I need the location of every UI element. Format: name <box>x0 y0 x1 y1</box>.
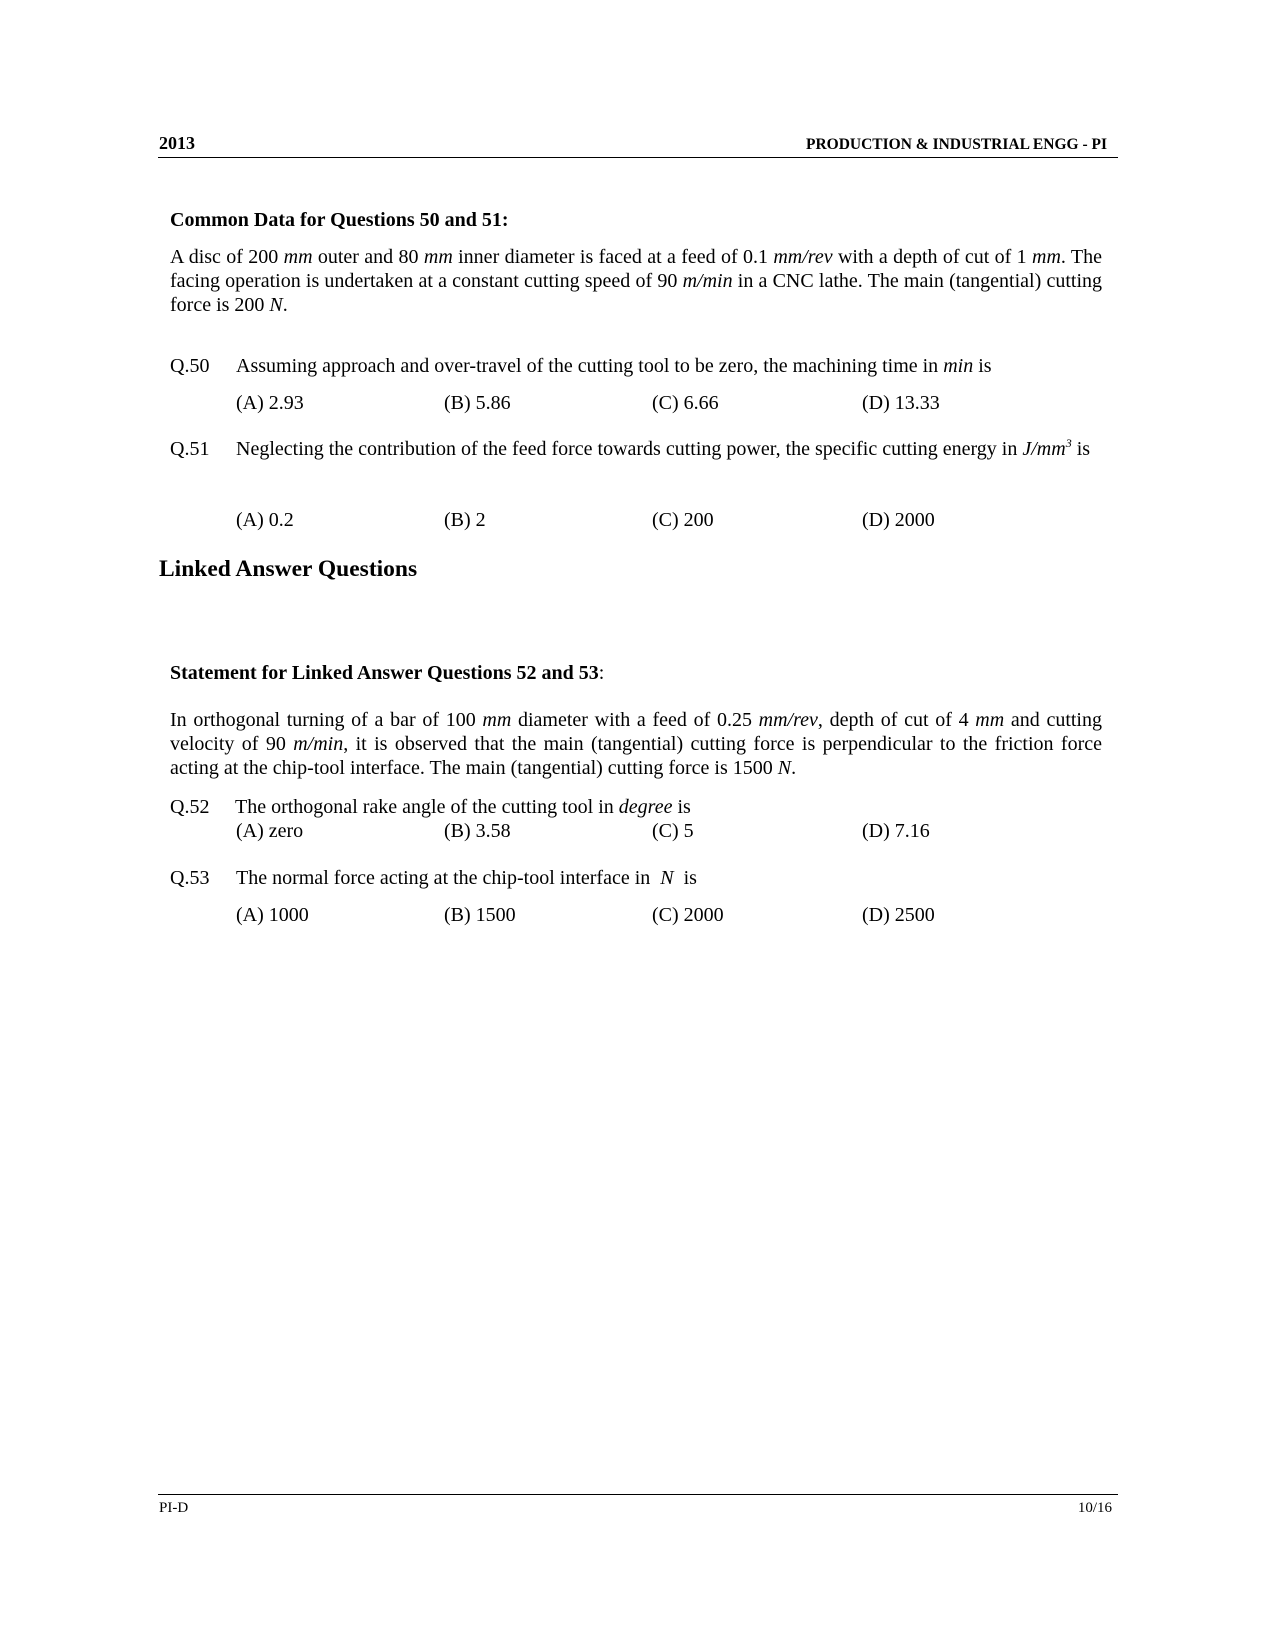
question-text: Assuming approach and over-travel of the cutting tool to be zero, the machining time in min is <box>236 355 992 377</box>
option-d: (D) 7.16 <box>862 820 930 842</box>
common-data-text: A disc of 200 mm outer and 80 mm inner diameter is faced at a feed of 0.1 mm/rev with a depth of cut of 1 mm. The facing operation is undertaken at a constant cutting speed of 90 m/min in a CNC lathe. The main (tangential) cutting force is 200 N. <box>170 246 1103 316</box>
question-52-options <box>236 819 1056 843</box>
question-number: Q.52 <box>170 796 210 818</box>
option-a: (A) 2.93 <box>236 392 304 414</box>
question-51-options <box>236 508 1056 532</box>
question-text: Neglecting the contribution of the feed force towards cutting power, the specific cutting energy in $J/mm^3$ is <box>236 436 1091 460</box>
option-c: (C) 6.66 <box>652 392 719 414</box>
option-a: (A) zero <box>236 820 304 842</box>
section-title: Linked Answer Questions <box>159 556 418 582</box>
header-rule <box>158 157 1118 158</box>
statement-text: In orthogonal turning of a bar of 100 mm diameter with a feed of 0.25 mm/rev, depth of cut of 4 mm and cutting velocity of 90 m/min, it is observed that the main (tangential) cutting force is perpendicular to the friction force acting at the chip-tool interface. The main (tangential) cutting force is 1500 N. <box>170 709 1103 779</box>
option-a: (A) 0.2 <box>236 509 294 531</box>
question-number: Q.53 <box>170 867 210 889</box>
question-number: Q.50 <box>170 355 210 377</box>
option-a: (A) 1000 <box>236 904 309 926</box>
option-b: (B) 5.86 <box>444 392 511 414</box>
option-d: (D) 2000 <box>862 509 935 531</box>
common-data-heading: Common Data for Questions 50 and 51: <box>170 209 509 231</box>
question-50-options <box>236 391 1056 415</box>
header-title: PRODUCTION & INDUSTRIAL ENGG - PI <box>806 136 1107 153</box>
question-number: Q.51 <box>170 438 210 460</box>
footer-page-number: 10/16 <box>1077 1500 1112 1516</box>
option-d: (D) 2500 <box>862 904 935 926</box>
option-b: (B) 3.58 <box>444 820 511 842</box>
statement-heading: Statement for Linked Answer Questions 52 and 53: <box>170 662 605 684</box>
option-b: (B) 1500 <box>444 904 516 926</box>
footer-paper-code: PI-D <box>159 1500 189 1516</box>
option-c: (C) 2000 <box>652 904 724 926</box>
option-c: (C) 5 <box>652 820 694 842</box>
option-d: (D) 13.33 <box>862 392 940 414</box>
question-53-options <box>236 903 1056 927</box>
question-text: The normal force acting at the chip-tool interface in N is <box>236 867 697 889</box>
header-year: 2013 <box>159 133 195 153</box>
footer-rule <box>158 1494 1118 1495</box>
option-b: (B) 2 <box>444 509 486 531</box>
option-c: (C) 200 <box>652 509 714 531</box>
question-text: The orthogonal rake angle of the cutting tool in degree is <box>235 796 691 818</box>
